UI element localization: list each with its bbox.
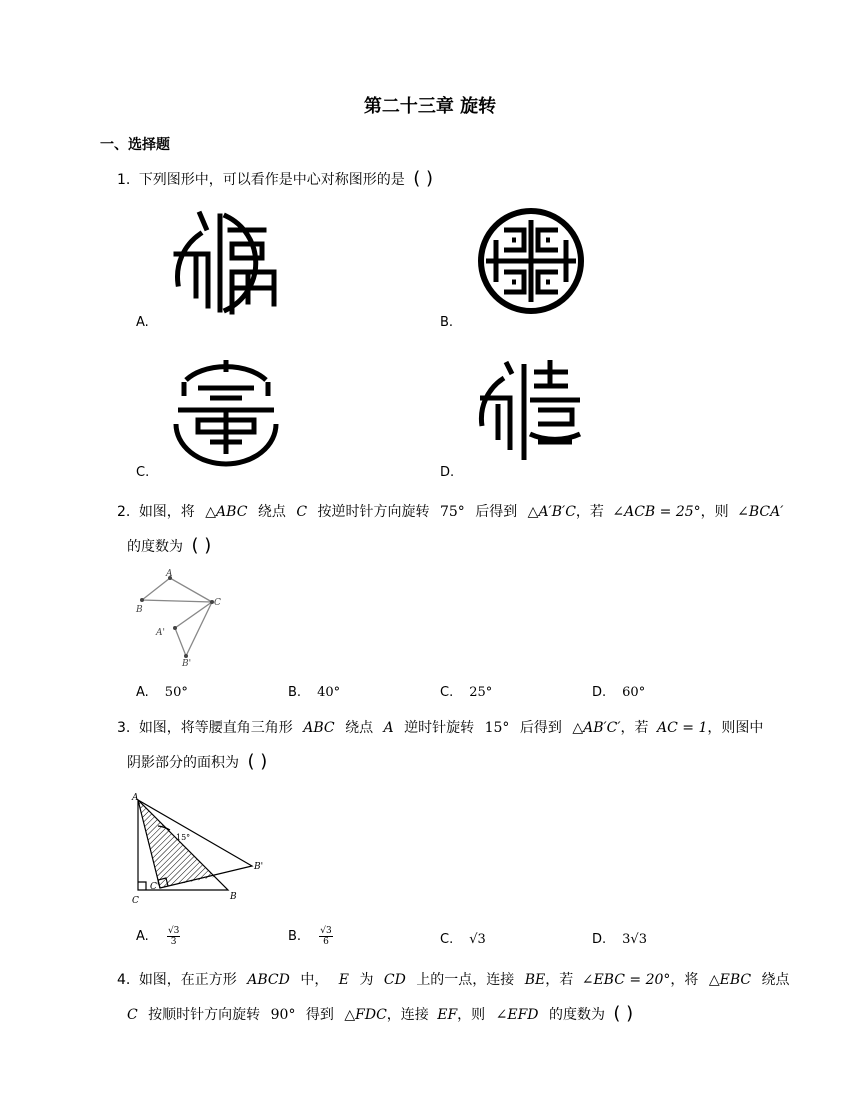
question-3-stem-line2 [127, 752, 267, 773]
question-text: 绕点 [257, 504, 286, 520]
question-text: 后得到 [475, 504, 518, 520]
q3-option-b[interactable]: B. $\frac{√3}{6}$ [288, 926, 332, 947]
math-expression: E [338, 972, 350, 988]
option-a-label[interactable]: A. [136, 315, 149, 330]
question-text: 如图，将等腰直角三角形 [138, 720, 293, 736]
question-text: ，若 [545, 972, 574, 988]
q2-option-a[interactable]: A. 50° [136, 685, 188, 700]
q2-rotation-figure [134, 568, 234, 670]
question-text: 的度数为 [548, 1007, 605, 1023]
q3-option-d[interactable]: D. 3√3 [592, 932, 647, 947]
vertex-label-c-prime: C' [150, 882, 160, 892]
question-text: 如图，将 [138, 504, 195, 520]
vertex-label-b-prime: B' [254, 862, 264, 872]
question-4-stem [117, 970, 790, 990]
q2-option-c[interactable]: C. 25° [440, 685, 493, 700]
question-text: ，若 [620, 720, 649, 736]
math-expression: BE [524, 972, 546, 988]
answer-parentheses: ( ) [191, 535, 212, 556]
math-expression: 15° [484, 720, 510, 736]
math-expression: C [127, 1007, 138, 1023]
seal-circle-figure [476, 206, 586, 316]
question-text: 逆时针旋转 [404, 720, 475, 736]
angle-label: 15° [176, 833, 191, 842]
question-text: 下列图形中，可以看作是中心对称图形的是 [138, 172, 405, 188]
question-2-stem-line2 [127, 536, 211, 557]
vertex-label-c: C [214, 598, 221, 608]
question-text: 按逆时针方向旋转 [317, 504, 430, 520]
question-text: ，则图中 [707, 720, 764, 736]
question-text: ，则 [457, 1007, 486, 1023]
seal-shou-figure [170, 354, 282, 466]
q3-option-c[interactable]: C. √3 [440, 932, 486, 947]
math-expression: △AB′C′ [572, 720, 621, 736]
math-expression: A [383, 720, 394, 736]
option-b-label[interactable]: B. [440, 315, 454, 330]
seal-fu-figure [170, 206, 282, 318]
vertex-label-b: B [136, 605, 143, 615]
question-text: ，将 [670, 972, 699, 988]
q2-option-d[interactable]: D. 60° [592, 685, 646, 700]
question-text: 的度数为 [127, 539, 183, 555]
q3-option-a[interactable]: A. $\frac{√3}{3}$ [136, 926, 180, 947]
question-text: ，若 [575, 504, 604, 520]
question-text: ，连接 [386, 1007, 429, 1023]
question-text: 中， [300, 972, 329, 988]
vertex-label-a: A [132, 793, 139, 803]
option-d-label[interactable]: D. [440, 465, 455, 480]
question-text: 如图，在正方形 [138, 972, 237, 988]
question-2-stem [117, 502, 783, 522]
math-expression: EF [437, 1007, 458, 1023]
answer-parentheses: ( ) [413, 168, 434, 189]
math-expression: △EBC [708, 972, 752, 988]
q3-triangle-figure [130, 790, 270, 908]
question-text: 绕点 [761, 972, 790, 988]
math-expression: ∠ACB = 25° [612, 504, 701, 520]
fraction: $\frac{√3}{3}$ [167, 926, 180, 947]
math-expression: 75° [439, 504, 465, 520]
math-expression: ABCD [247, 972, 290, 988]
math-expression: ∠BCA′ [737, 504, 784, 520]
question-text: 上的一点，连接 [416, 972, 515, 988]
option-c-label[interactable]: C. [136, 465, 150, 480]
question-text: 阴影部分的面积为 [127, 755, 239, 771]
vertex-label-b: B [230, 892, 237, 902]
question-number: 1. [117, 172, 131, 188]
question-number: 4. [117, 972, 131, 988]
math-expression: ∠EBC = 20° [581, 972, 671, 988]
seal-xi-figure [476, 354, 586, 466]
question-text: ，则 [700, 504, 729, 520]
section-heading: 一、选择题 [100, 137, 170, 153]
question-text: 为 [359, 972, 374, 988]
question-text: 绕点 [345, 720, 374, 736]
math-expression: △A′B′C [527, 504, 576, 520]
math-expression: AC = 1 [657, 720, 708, 736]
question-text: 得到 [305, 1007, 334, 1023]
answer-parentheses: ( ) [613, 1003, 634, 1024]
question-4-stem-line2 [127, 1004, 633, 1025]
math-expression: C [296, 504, 308, 520]
fraction: $\frac{√3}{6}$ [320, 926, 332, 947]
vertex-label-c: C [132, 896, 139, 906]
math-expression: △FDC [344, 1007, 387, 1023]
vertex-label-a-prime: A' [156, 628, 165, 638]
question-text: 后得到 [519, 720, 562, 736]
question-text: 按顺时针方向旋转 [148, 1007, 261, 1023]
q2-option-b[interactable]: B. 40° [288, 685, 341, 700]
vertex-label-a: A [166, 569, 173, 579]
question-3-stem [117, 718, 763, 738]
vertex-label-b-prime: B' [182, 659, 192, 669]
math-expression: ∠EFD [495, 1007, 539, 1023]
question-number: 3. [117, 720, 131, 736]
math-expression: 90° [270, 1007, 296, 1023]
answer-parentheses: ( ) [247, 751, 268, 772]
math-expression: CD [383, 972, 406, 988]
question-1-stem [117, 169, 433, 190]
math-expression: ABC [303, 720, 335, 736]
question-number: 2. [117, 504, 131, 520]
page-title: 第二十三章 旋转 [363, 96, 497, 117]
math-expression: △ABC [205, 504, 248, 520]
